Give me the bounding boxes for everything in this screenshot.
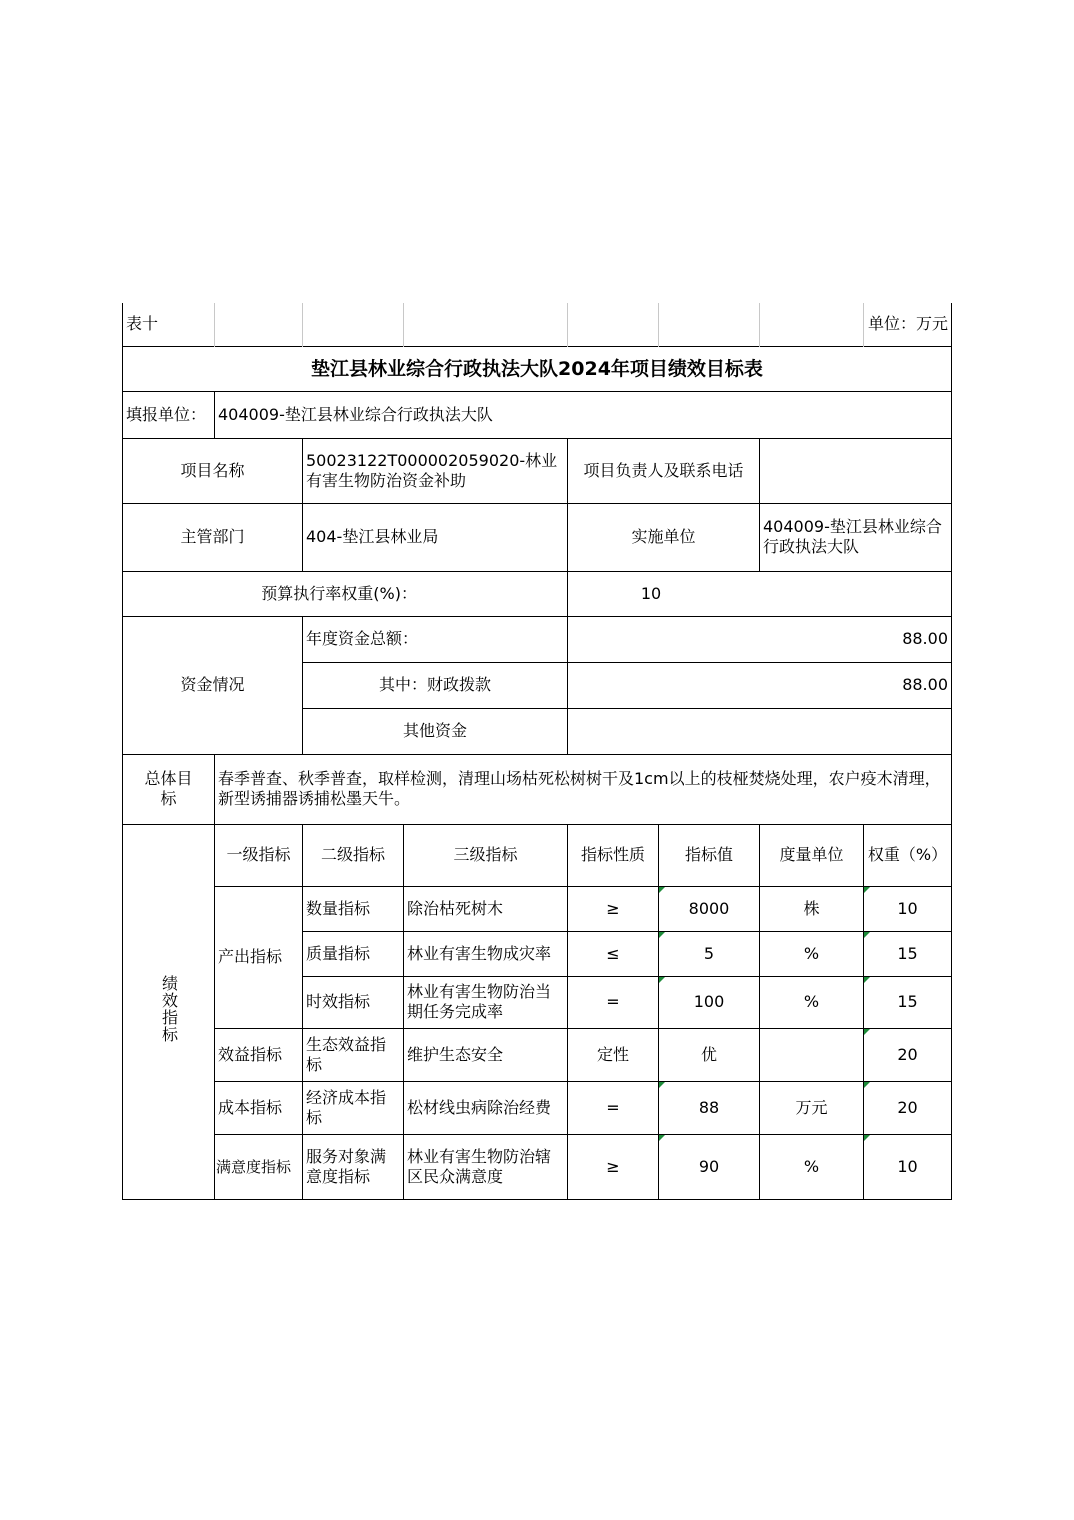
filler-value: 404009-垫江县林业综合行政执法大队: [215, 391, 952, 438]
indicator-value: 8000: [659, 886, 760, 931]
dept-value: 404-垫江县林业局: [303, 503, 568, 571]
indicator-section-label: 绩效指标: [123, 824, 215, 1199]
header-weight: 权重（%）: [864, 824, 952, 886]
funds-total-label: 年度资金总额：: [303, 616, 568, 662]
funds-other-label: 其他资金: [303, 708, 568, 754]
weight: 10: [864, 1134, 952, 1199]
measure-unit: 万元: [760, 1081, 864, 1134]
funds-fiscal-value: 88.00: [568, 662, 952, 708]
header-unit: 度量单位: [760, 824, 864, 886]
level2: 生态效益指标: [303, 1028, 404, 1081]
level1-benefit: 效益指标: [215, 1028, 303, 1081]
nature: ≥: [568, 886, 659, 931]
indicator-value: 优: [659, 1028, 760, 1081]
nature: 定性: [568, 1028, 659, 1081]
level3: 林业有害生物防治辖区民众满意度: [404, 1134, 568, 1199]
table-row: [123, 1028, 952, 1081]
funds-total-value: 88.00: [568, 616, 952, 662]
level3: 维护生态安全: [404, 1028, 568, 1081]
level2: 时效指标: [303, 976, 404, 1028]
project-contact-label: 项目负责人及联系电话: [568, 438, 760, 503]
table-row: [123, 886, 952, 931]
header-level1: 一级指标: [215, 824, 303, 886]
indicator-value: 100: [659, 976, 760, 1028]
budget-rate-label: 预算执行率权重(%)：: [123, 571, 568, 616]
weight: 15: [864, 976, 952, 1028]
indicator-value: 5: [659, 931, 760, 976]
funds-other-value: [568, 708, 952, 754]
goal-label: 总体目标: [123, 754, 215, 824]
project-contact-value: [760, 438, 952, 503]
performance-target-sheet: [122, 303, 951, 1200]
measure-unit: %: [760, 976, 864, 1028]
level1-satisfaction: 满意度指标: [215, 1134, 303, 1199]
measure-unit: %: [760, 931, 864, 976]
weight: 20: [864, 1028, 952, 1081]
page-title: 垫江县林业综合行政执法大队2024年项目绩效目标表: [123, 346, 952, 391]
nature: =: [568, 976, 659, 1028]
project-name-value: 50023122T000002059020-林业有害生物防治资金补助: [303, 438, 568, 503]
weight: 20: [864, 1081, 952, 1134]
impl-unit-value: 404009-垫江县林业综合行政执法大队: [760, 503, 952, 571]
level2: 数量指标: [303, 886, 404, 931]
impl-unit-label: 实施单位: [568, 503, 760, 571]
level3: 松材线虫病除治经费: [404, 1081, 568, 1134]
budget-rate-value: 10: [568, 571, 952, 616]
funds-fiscal-label: 其中：财政拨款: [303, 662, 568, 708]
weight: 15: [864, 931, 952, 976]
indicator-value: 90: [659, 1134, 760, 1199]
level2: 质量指标: [303, 931, 404, 976]
project-name-label: 项目名称: [123, 438, 303, 503]
measure-unit: [760, 1028, 864, 1081]
measure-unit: 株: [760, 886, 864, 931]
measure-unit: %: [760, 1134, 864, 1199]
level3: 林业有害生物成灾率: [404, 931, 568, 976]
goal-text: 春季普查、秋季普查，取样检测，清理山场枯死松树树干及1cm以上的枝桠焚烧处理，农户疫木清理，新型诱捕器诱捕松墨天牛。: [215, 754, 952, 824]
indicator-value: 88: [659, 1081, 760, 1134]
level3: 林业有害生物防治当期任务完成率: [404, 976, 568, 1028]
filler-label: 填报单位：: [123, 391, 215, 438]
table-row: [123, 1134, 952, 1199]
header-value: 指标值: [659, 824, 760, 886]
weight: 10: [864, 886, 952, 931]
level1-cost: 成本指标: [215, 1081, 303, 1134]
unit-label: 单位：万元: [864, 303, 952, 346]
nature: ≥: [568, 1134, 659, 1199]
funds-label: 资金情况: [123, 616, 303, 754]
level2: 服务对象满意度指标: [303, 1134, 404, 1199]
nature: ≤: [568, 931, 659, 976]
level1-output: 产出指标: [215, 886, 303, 1028]
level2: 经济成本指标: [303, 1081, 404, 1134]
header-nature: 指标性质: [568, 824, 659, 886]
table-number: 表十: [123, 303, 215, 346]
level3: 除治枯死树木: [404, 886, 568, 931]
header-level3: 三级指标: [404, 824, 568, 886]
dept-label: 主管部门: [123, 503, 303, 571]
nature: =: [568, 1081, 659, 1134]
header-level2: 二级指标: [303, 824, 404, 886]
performance-table: [122, 303, 952, 1200]
table-row: [123, 1081, 952, 1134]
